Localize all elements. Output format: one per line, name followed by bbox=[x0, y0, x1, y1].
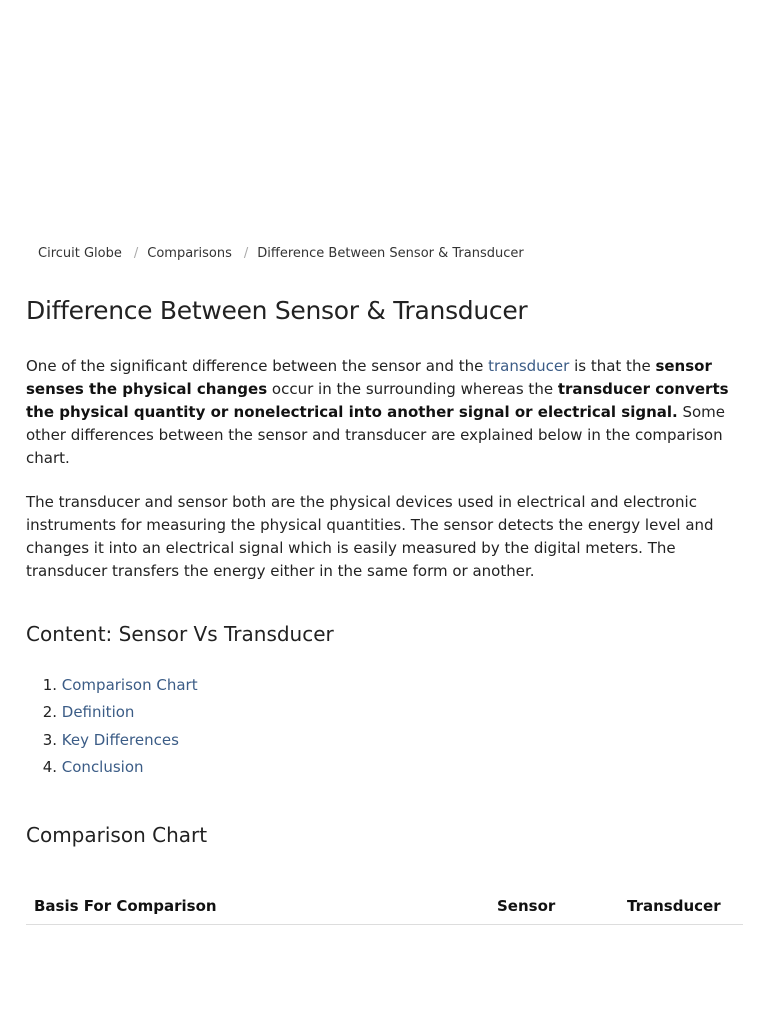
comparison-table bbox=[26, 890, 743, 925]
intro-text: occur in the surrounding whereas the bbox=[267, 380, 558, 398]
comparison-chart-heading: Comparison Chart bbox=[26, 823, 208, 847]
toc-number: 2. bbox=[42, 703, 57, 722]
column-header-sensor: Sensor bbox=[489, 890, 619, 925]
toc-number: 3. bbox=[42, 730, 57, 749]
toc-item bbox=[26, 701, 198, 728]
column-header-transducer: Transducer bbox=[619, 890, 743, 925]
intro-text: Some other differences between the sensor and transducer are explained below in the comparison chart. bbox=[26, 403, 726, 467]
body-paragraph: The transducer and sensor both are the physical devices used in electrical and electronic instruments for measuring the physical quantities. The sensor detects the energy level and changes it into an electrical signal which is easily measured by the digital meters. The transducer transfers the energy either in the same form or another. bbox=[26, 493, 714, 580]
transducer-link[interactable]: transducer bbox=[488, 357, 570, 375]
breadcrumb-item-comparisons[interactable]: Comparisons bbox=[147, 246, 232, 261]
intro-paragraph bbox=[26, 355, 748, 470]
page-title: Difference Between Sensor & Transducer bbox=[26, 296, 528, 325]
breadcrumb bbox=[38, 246, 524, 262]
toc-number: 1. bbox=[42, 676, 57, 694]
breadcrumb-separator: / bbox=[133, 246, 139, 261]
toc-item bbox=[26, 674, 198, 701]
toc-item bbox=[26, 729, 198, 756]
toc-link-definition[interactable]: Definition bbox=[61, 703, 135, 722]
intro-bold-text: transducer converts the physical quantity or nonelectrical into another signal or electrical signal. bbox=[26, 380, 729, 421]
intro-bold-text: sensor senses the physical changes bbox=[26, 357, 712, 398]
toc-link-comparison-chart[interactable]: Comparison Chart bbox=[61, 676, 198, 694]
ad-space bbox=[0, 0, 768, 230]
table-of-contents bbox=[26, 674, 198, 783]
breadcrumb-separator: / bbox=[243, 246, 249, 261]
toc-number: 4. bbox=[42, 757, 57, 776]
toc-item bbox=[26, 756, 198, 783]
intro-text: is that the bbox=[569, 357, 656, 375]
toc-link-conclusion[interactable]: Conclusion bbox=[61, 757, 144, 776]
toc-link-key-differences[interactable]: Key Differences bbox=[61, 730, 179, 749]
breadcrumb-item-home[interactable]: Circuit Globe bbox=[38, 246, 122, 261]
breadcrumb-current: Difference Between Sensor & Transducer bbox=[257, 246, 524, 261]
content-heading: Content: Sensor Vs Transducer bbox=[26, 622, 334, 646]
table-header-row bbox=[26, 890, 743, 925]
intro-text: One of the significant difference between the sensor and the bbox=[26, 357, 489, 375]
column-header-basis: Basis For Comparison bbox=[26, 890, 489, 925]
